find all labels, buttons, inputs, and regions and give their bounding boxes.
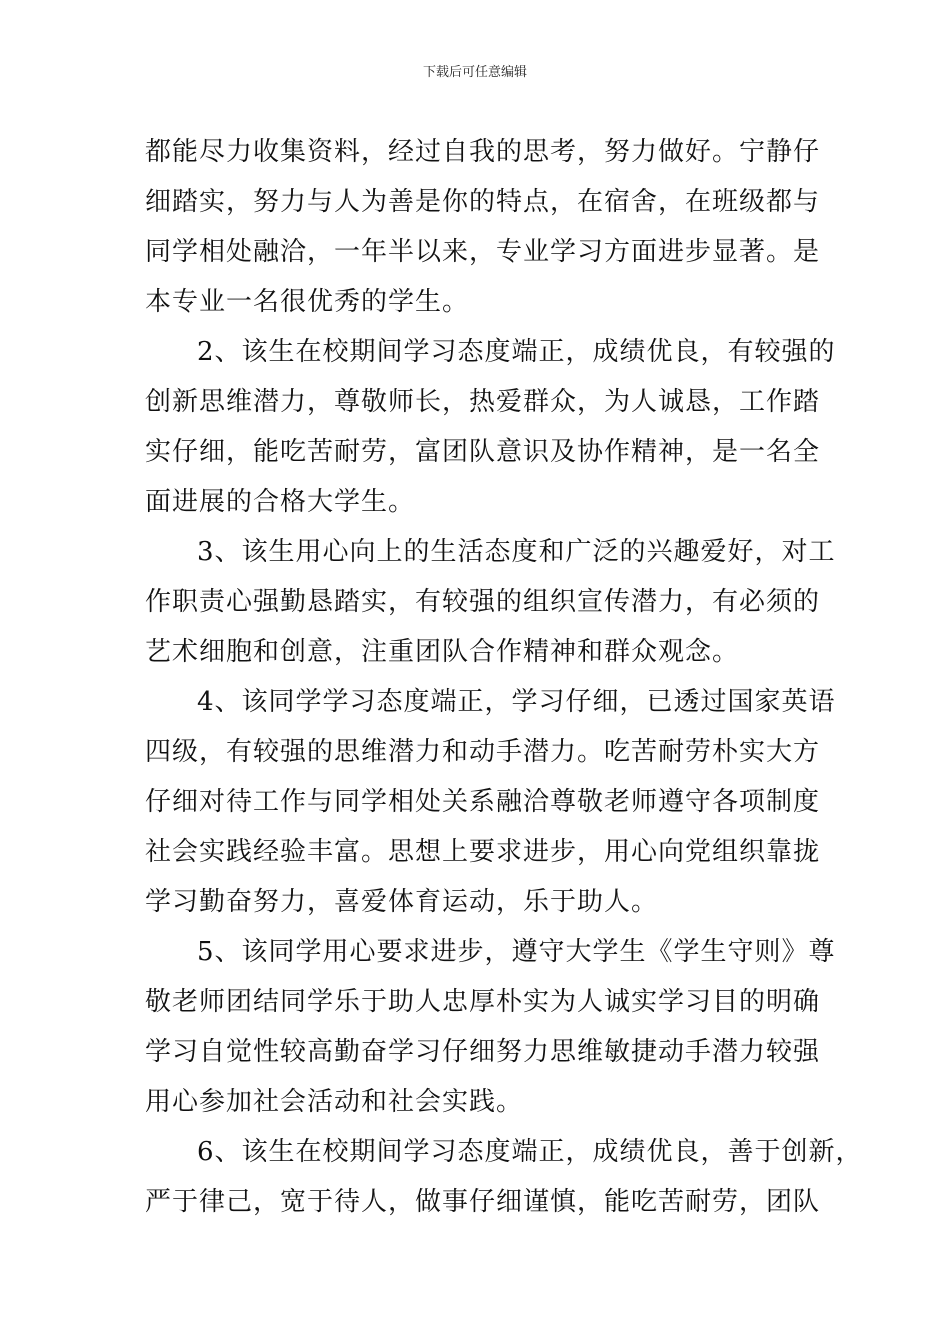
- text-line: 严于律己，宽于待人，做事仔细谨慎，能吃苦耐劳，团队: [145, 1187, 821, 1217]
- text-line: 4、该同学学习态度端正，学习仔细，已透过国家英语: [197, 687, 836, 717]
- text-line: 艺术细胞和创意，注重团队合作精神和群众观念。: [145, 637, 740, 667]
- paragraph-6: [145, 1127, 863, 1227]
- page-header: 下载后可任意编辑: [422, 65, 527, 80]
- text-line: 学习勤奋努力，喜爱体育运动，乐于助人。: [145, 887, 659, 917]
- text-line: 敬老师团结同学乐于助人忠厚朴实为人诚实学习目的明确: [145, 987, 821, 1017]
- text-line: 用心参加社会活动和社会实践。: [145, 1087, 524, 1117]
- paragraph-2: [145, 327, 835, 527]
- document-body: [145, 127, 863, 1227]
- text-line: 创新思维潜力，尊敬师长，热爱群众，为人诚恳，工作踏: [145, 387, 821, 417]
- text-line: 四级，有较强的思维潜力和动手潜力。吃苦耐劳朴实大方: [145, 737, 821, 767]
- text-line: 细踏实，努力与人为善是你的特点，在宿舍，在班级都与: [145, 187, 821, 217]
- text-line: 都能尽力收集资料，经过自我的思考，努力做好。宁静仔: [145, 137, 821, 167]
- text-line: 仔细对待工作与同学相处关系融洽尊敬老师遵守各项制度: [145, 787, 821, 817]
- text-line: 3、该生用心向上的生活态度和广泛的兴趣爱好，对工: [197, 537, 836, 567]
- paragraph-5: [145, 927, 835, 1127]
- text-line: 面进展的合格大学生。: [145, 487, 416, 517]
- text-line: 5、该同学用心要求进步，遵守大学生《学生守则》尊: [197, 937, 836, 967]
- text-line: 同学相处融洽，一年半以来，专业学习方面进步显著。是: [145, 237, 821, 267]
- text-line: 社会实践经验丰富。思想上要求进步，用心向党组织靠拢: [145, 837, 821, 867]
- text-line: 6、该生在校期间学习态度端正，成绩优良，善于创新，: [197, 1137, 863, 1167]
- text-line: 实仔细，能吃苦耐劳，富团队意识及协作精神，是一名全: [145, 437, 821, 467]
- text-line: 本专业一名很优秀的学生。: [145, 287, 470, 317]
- paragraph-4: [145, 677, 835, 927]
- text-line: 2、该生在校期间学习态度端正，成绩优良，有较强的: [197, 337, 836, 367]
- text-line: 作职责心强勤恳踏实，有较强的组织宣传潜力，有必须的: [145, 587, 821, 617]
- paragraph-3: [145, 527, 835, 677]
- paragraph-1: [145, 127, 835, 327]
- text-line: 学习自觉性较高勤奋学习仔细努力思维敏捷动手潜力较强: [145, 1037, 821, 1067]
